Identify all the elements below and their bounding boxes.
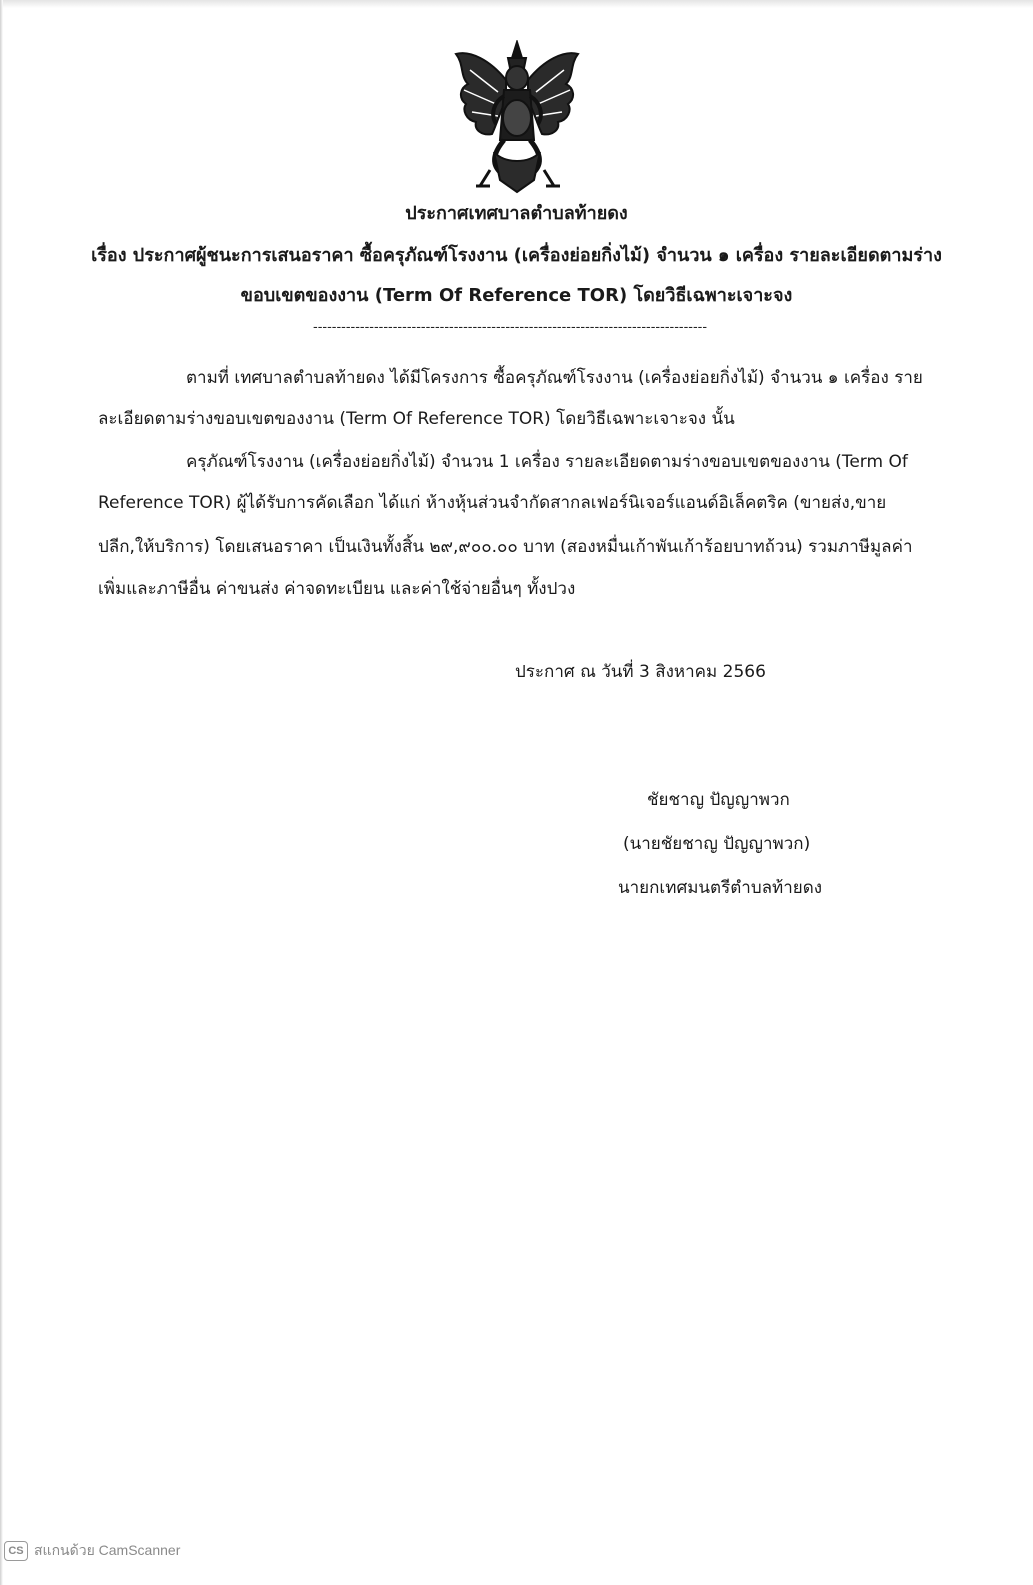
camscanner-text: สแกนด้วย CamScanner [34, 1542, 181, 1558]
scan-top-edge [0, 0, 1033, 8]
camscanner-watermark [4, 1540, 180, 1562]
body-line-5: ปลีก,ให้บริการ) โดยเสนอราคา เป็นเงินทั้งสิ้น ๒๙,๙๐๐.๐๐ บาท (สองหมื่นเก้าพันเก้าร้อยบาทถ้วน) รวมภาษีมูลค่า [98, 537, 913, 557]
signature-position: นายกเทศมนตรีตำบลท้ายดง [618, 878, 823, 898]
subject-line-1: เรื่อง ประกาศผู้ชนะการเสนอราคา ซื้อครุภัณฑ์โรงงาน (เครื่องย่อยกิ่งไม้) จำนวน ๑ เครื่อง รายละเอียดตามร่าง [91, 245, 942, 266]
camscanner-logo-icon: CS [4, 1541, 28, 1561]
signature-full-name: (นายชัยชาญ ปัญญาพวก) [623, 834, 811, 854]
body-line-2: ละเอียดตามร่างขอบเขตของงาน (Term Of Reference TOR) โดยวิธีเฉพาะเจาะจง นั้น [98, 409, 735, 429]
body-line-3: ครุภัณฑ์โรงงาน (เครื่องย่อยกิ่งไม้) จำนวน 1 เครื่อง รายละเอียดตามร่างขอบเขตของงาน (Term Of [186, 452, 908, 472]
announcement-date: ประกาศ ณ วันที่ 3 สิงหาคม 2566 [515, 662, 766, 682]
signature-name: ชัยชาญ ปัญญาพวก [647, 790, 790, 810]
separator-line: ------------------------------------------------------------------------------------ [313, 320, 708, 335]
garuda-emblem-icon [450, 40, 585, 195]
subject-line-2: ขอบเขตของงาน (Term Of Reference TOR) โดยวิธีเฉพาะเจาะจง [240, 285, 793, 306]
document-title: ประกาศเทศบาลตำบลท้ายดง [405, 203, 628, 224]
body-line-6: เพิ่มและภาษีอื่น ค่าขนส่ง ค่าจดทะเบียน และค่าใช้จ่ายอื่นๆ ทั้งปวง [98, 579, 576, 599]
body-line-4: Reference TOR) ผู้ได้รับการคัดเลือก ได้แก่ ห้างหุ้นส่วนจำกัดสากลเฟอร์นิเจอร์แอนด์อิเล็คตริค (ขายส่ง,ขาย [98, 493, 887, 513]
body-line-1: ตามที่ เทศบาลตำบลท้ายดง ได้มีโครงการ ซื้อครุภัณฑ์โรงงาน (เครื่องย่อยกิ่งไม้) จำนวน ๑ เครื่อง ราย [186, 368, 923, 388]
scan-left-edge [0, 0, 3, 1585]
